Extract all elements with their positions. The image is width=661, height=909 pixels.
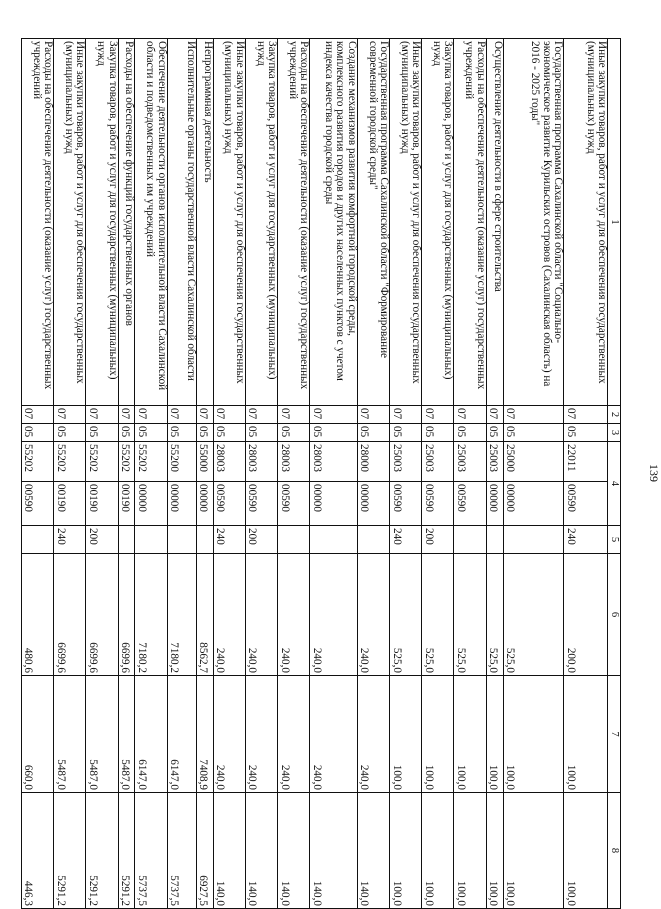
pr-code: 05 [503, 424, 563, 442]
row-name: Иные закупки товаров, работ и услуг для обеспечения государственных (муниципальных) нужд [54, 39, 86, 406]
value-2023: 525,0 [390, 554, 422, 676]
rz-code: 07 [22, 406, 54, 424]
target-code-2: 00590 [22, 482, 54, 526]
pr-code: 05 [86, 424, 118, 442]
vr-code: 200 [422, 526, 454, 554]
target-code-1: 25003 [422, 442, 454, 482]
pr-code: 05 [213, 424, 245, 442]
value-2024: 240,0 [213, 676, 245, 793]
table-row [118, 39, 135, 909]
target-code-1: 55202 [118, 442, 135, 482]
value-2025: 100,0 [486, 793, 503, 909]
table-row [86, 39, 118, 909]
rz-code: 07 [357, 406, 389, 424]
value-2024: 100,0 [454, 676, 486, 793]
table-row [135, 39, 167, 909]
col-header: 2 [608, 406, 621, 424]
pr-code: 05 [454, 424, 486, 442]
pr-code: 05 [310, 424, 358, 442]
vr-code: 240 [564, 526, 608, 554]
table-row [486, 39, 503, 909]
vr-code [357, 526, 389, 554]
row-name: Обеспечение деятельности органов исполнительной власти Сахалинской области и подведомственных им учреждений [135, 39, 167, 406]
row-name: Осуществление деятельности в сфере строительства [486, 39, 503, 406]
value-2025: 5291,2 [86, 793, 118, 909]
row-name: Непрограммная деятельность [197, 39, 214, 406]
row-name: Закупка товаров, работ и услуг для государственных (муниципальных) нужд [245, 39, 277, 406]
target-code-1: 28003 [213, 442, 245, 482]
vr-code: 200 [245, 526, 277, 554]
row-name: Создание механизмов развития комфортной городской среды, комплексного развития городов и других населенных пунктов с учетом индекса качества городской среды [310, 39, 358, 406]
value-2023: 240,0 [245, 554, 277, 676]
value-2024: 5487,0 [118, 676, 135, 793]
target-code-1: 28003 [278, 442, 310, 482]
value-2025: 140,0 [357, 793, 389, 909]
row-name: Иные закупки товаров, работ и услуг для обеспечения государственных (муниципальных) нужд [213, 39, 245, 406]
target-code-1: 55000 [197, 442, 214, 482]
rz-code: 07 [86, 406, 118, 424]
value-2024: 240,0 [310, 676, 358, 793]
value-2025: 5737,5 [167, 793, 196, 909]
value-2025: 100,0 [422, 793, 454, 909]
rz-code: 07 [118, 406, 135, 424]
target-code-1: 55202 [22, 442, 54, 482]
vr-code [278, 526, 310, 554]
budget-table [21, 38, 621, 909]
target-code-2: 00190 [118, 482, 135, 526]
row-name: Иные закупки товаров, работ и услуг для обеспечения государственных (муниципальных) нужд [564, 39, 608, 406]
value-2023: 7180,2 [135, 554, 167, 676]
target-code-1: 22011 [564, 442, 608, 482]
value-2023: 6699,6 [86, 554, 118, 676]
value-2025: 100,0 [454, 793, 486, 909]
row-name: Иные закупки товаров, работ и услуг для обеспечения государственных (муниципальных) нужд [390, 39, 422, 406]
value-2024: 5487,0 [86, 676, 118, 793]
column-header-row [608, 39, 621, 909]
target-code-2: 00000 [503, 482, 563, 526]
table-row [454, 39, 486, 909]
pr-code: 05 [135, 424, 167, 442]
rz-code: 07 [54, 406, 86, 424]
target-code-1: 55202 [135, 442, 167, 482]
target-code-1: 55202 [86, 442, 118, 482]
value-2025: 6927,5 [197, 793, 214, 909]
target-code-1: 25003 [454, 442, 486, 482]
rz-code: 07 [213, 406, 245, 424]
target-code-2: 00000 [135, 482, 167, 526]
value-2025: 100,0 [564, 793, 608, 909]
target-code-2: 00000 [486, 482, 503, 526]
vr-code [118, 526, 135, 554]
pr-code: 05 [22, 424, 54, 442]
target-code-1: 28003 [310, 442, 358, 482]
vr-code [197, 526, 214, 554]
value-2024: 240,0 [245, 676, 277, 793]
row-name: Расходы на обеспечение деятельности (оказание услуг) государственных учреждений [22, 39, 54, 406]
rz-code: 07 [245, 406, 277, 424]
row-name: Закупка товаров, работ и услуг для государственных (муниципальных) нужд [86, 39, 118, 406]
value-2023: 480,6 [22, 554, 54, 676]
value-2023: 240,0 [278, 554, 310, 676]
table-row [213, 39, 245, 909]
row-name: Исполнительные органы государственной власти Сахалинской области [167, 39, 196, 406]
target-code-2: 00000 [310, 482, 358, 526]
value-2023: 525,0 [422, 554, 454, 676]
target-code-2: 00590 [213, 482, 245, 526]
pr-code: 05 [422, 424, 454, 442]
target-code-1: 55200 [167, 442, 196, 482]
pr-code: 05 [564, 424, 608, 442]
value-2023: 525,0 [454, 554, 486, 676]
pr-code: 05 [278, 424, 310, 442]
pr-code: 05 [197, 424, 214, 442]
col-header: 8 [608, 793, 621, 909]
value-2024: 6147,0 [135, 676, 167, 793]
target-code-2: 00590 [422, 482, 454, 526]
target-code-2: 00000 [167, 482, 196, 526]
vr-code: 240 [54, 526, 86, 554]
table-row [197, 39, 214, 909]
value-2025: 140,0 [310, 793, 358, 909]
rotated-page [21, 38, 661, 908]
vr-code [310, 526, 358, 554]
col-header: 1 [608, 39, 621, 406]
value-2025: 140,0 [213, 793, 245, 909]
table-row [503, 39, 563, 909]
value-2023: 6699,6 [118, 554, 135, 676]
rz-code: 07 [390, 406, 422, 424]
table-row [357, 39, 389, 909]
col-header: 3 [608, 424, 621, 442]
value-2025: 140,0 [278, 793, 310, 909]
table-row [22, 39, 54, 909]
table-row [564, 39, 608, 909]
table-row [422, 39, 454, 909]
row-name: Расходы на обеспечение деятельности (оказание услуг) государственных учреждений [278, 39, 310, 406]
target-code-1: 25003 [486, 442, 503, 482]
table-row [54, 39, 86, 909]
value-2024: 6147,0 [167, 676, 196, 793]
target-code-2: 00590 [564, 482, 608, 526]
target-code-1: 55202 [54, 442, 86, 482]
rz-code: 07 [422, 406, 454, 424]
value-2025: 100,0 [503, 793, 563, 909]
target-code-2: 00000 [357, 482, 389, 526]
vr-code: 200 [86, 526, 118, 554]
value-2024: 660,0 [22, 676, 54, 793]
rz-code: 07 [167, 406, 196, 424]
target-code-2: 00590 [245, 482, 277, 526]
rz-code: 07 [135, 406, 167, 424]
value-2024: 5487,0 [54, 676, 86, 793]
vr-code [486, 526, 503, 554]
target-code-2: 00590 [390, 482, 422, 526]
row-name: Государственная программа Сахалинской области "Социально-экономическое развитие Курильских островов (Сахалинская область) на 2016 - 2025 годы" [503, 39, 563, 406]
value-2025: 140,0 [245, 793, 277, 909]
pr-code: 05 [390, 424, 422, 442]
value-2024: 100,0 [390, 676, 422, 793]
pr-code: 05 [167, 424, 196, 442]
row-name: Расходы на обеспечение деятельности (оказание услуг) государственных учреждений [454, 39, 486, 406]
rz-code: 07 [564, 406, 608, 424]
vr-code [22, 526, 54, 554]
target-code-1: 25000 [503, 442, 563, 482]
value-2024: 100,0 [486, 676, 503, 793]
vr-code: 240 [213, 526, 245, 554]
target-code-2: 00590 [278, 482, 310, 526]
col-header: 7 [608, 676, 621, 793]
pr-code: 05 [357, 424, 389, 442]
target-code-1: 28000 [357, 442, 389, 482]
rz-code: 07 [310, 406, 358, 424]
target-code-2: 00190 [86, 482, 118, 526]
vr-code [167, 526, 196, 554]
table-row [245, 39, 277, 909]
pr-code: 05 [54, 424, 86, 442]
value-2024: 240,0 [278, 676, 310, 793]
rz-code: 07 [454, 406, 486, 424]
value-2025: 100,0 [390, 793, 422, 909]
pr-code: 05 [118, 424, 135, 442]
value-2024: 7408,9 [197, 676, 214, 793]
vr-code [503, 526, 563, 554]
pr-code: 05 [245, 424, 277, 442]
rz-code: 07 [197, 406, 214, 424]
table-row [390, 39, 422, 909]
row-name: Расходы на обеспечение функций государственных органов [118, 39, 135, 406]
rz-code: 07 [503, 406, 563, 424]
vr-code: 240 [390, 526, 422, 554]
value-2024: 100,0 [503, 676, 563, 793]
row-name: Закупка товаров, работ и услуг для государственных (муниципальных) нужд [422, 39, 454, 406]
value-2023: 200,0 [564, 554, 608, 676]
col-header: 5 [608, 526, 621, 554]
value-2025: 5291,2 [54, 793, 86, 909]
value-2024: 100,0 [422, 676, 454, 793]
value-2025: 5737,5 [135, 793, 167, 909]
target-code-1: 25003 [390, 442, 422, 482]
table-row [310, 39, 358, 909]
value-2023: 7180,2 [167, 554, 196, 676]
value-2023: 525,0 [486, 554, 503, 676]
value-2024: 240,0 [357, 676, 389, 793]
vr-code [454, 526, 486, 554]
table-row [167, 39, 196, 909]
col-header: 6 [608, 554, 621, 676]
rz-code: 07 [486, 406, 503, 424]
rz-code: 07 [278, 406, 310, 424]
value-2023: 525,0 [503, 554, 563, 676]
value-2023: 240,0 [213, 554, 245, 676]
value-2025: 446,3 [22, 793, 54, 909]
target-code-2: 00190 [54, 482, 86, 526]
value-2023: 240,0 [357, 554, 389, 676]
value-2024: 100,0 [564, 676, 608, 793]
col-header: 4 [608, 442, 621, 526]
page-number: 139 [647, 464, 661, 482]
target-code-2: 00590 [454, 482, 486, 526]
value-2023: 8562,7 [197, 554, 214, 676]
value-2023: 6699,6 [54, 554, 86, 676]
target-code-2: 00000 [197, 482, 214, 526]
vr-code [135, 526, 167, 554]
value-2023: 240,0 [310, 554, 358, 676]
table-row [278, 39, 310, 909]
pr-code: 05 [486, 424, 503, 442]
target-code-1: 28003 [245, 442, 277, 482]
row-name: Государственная программа Сахалинской области "Формирование современной городской среды" [357, 39, 389, 406]
value-2025: 5291,2 [118, 793, 135, 909]
